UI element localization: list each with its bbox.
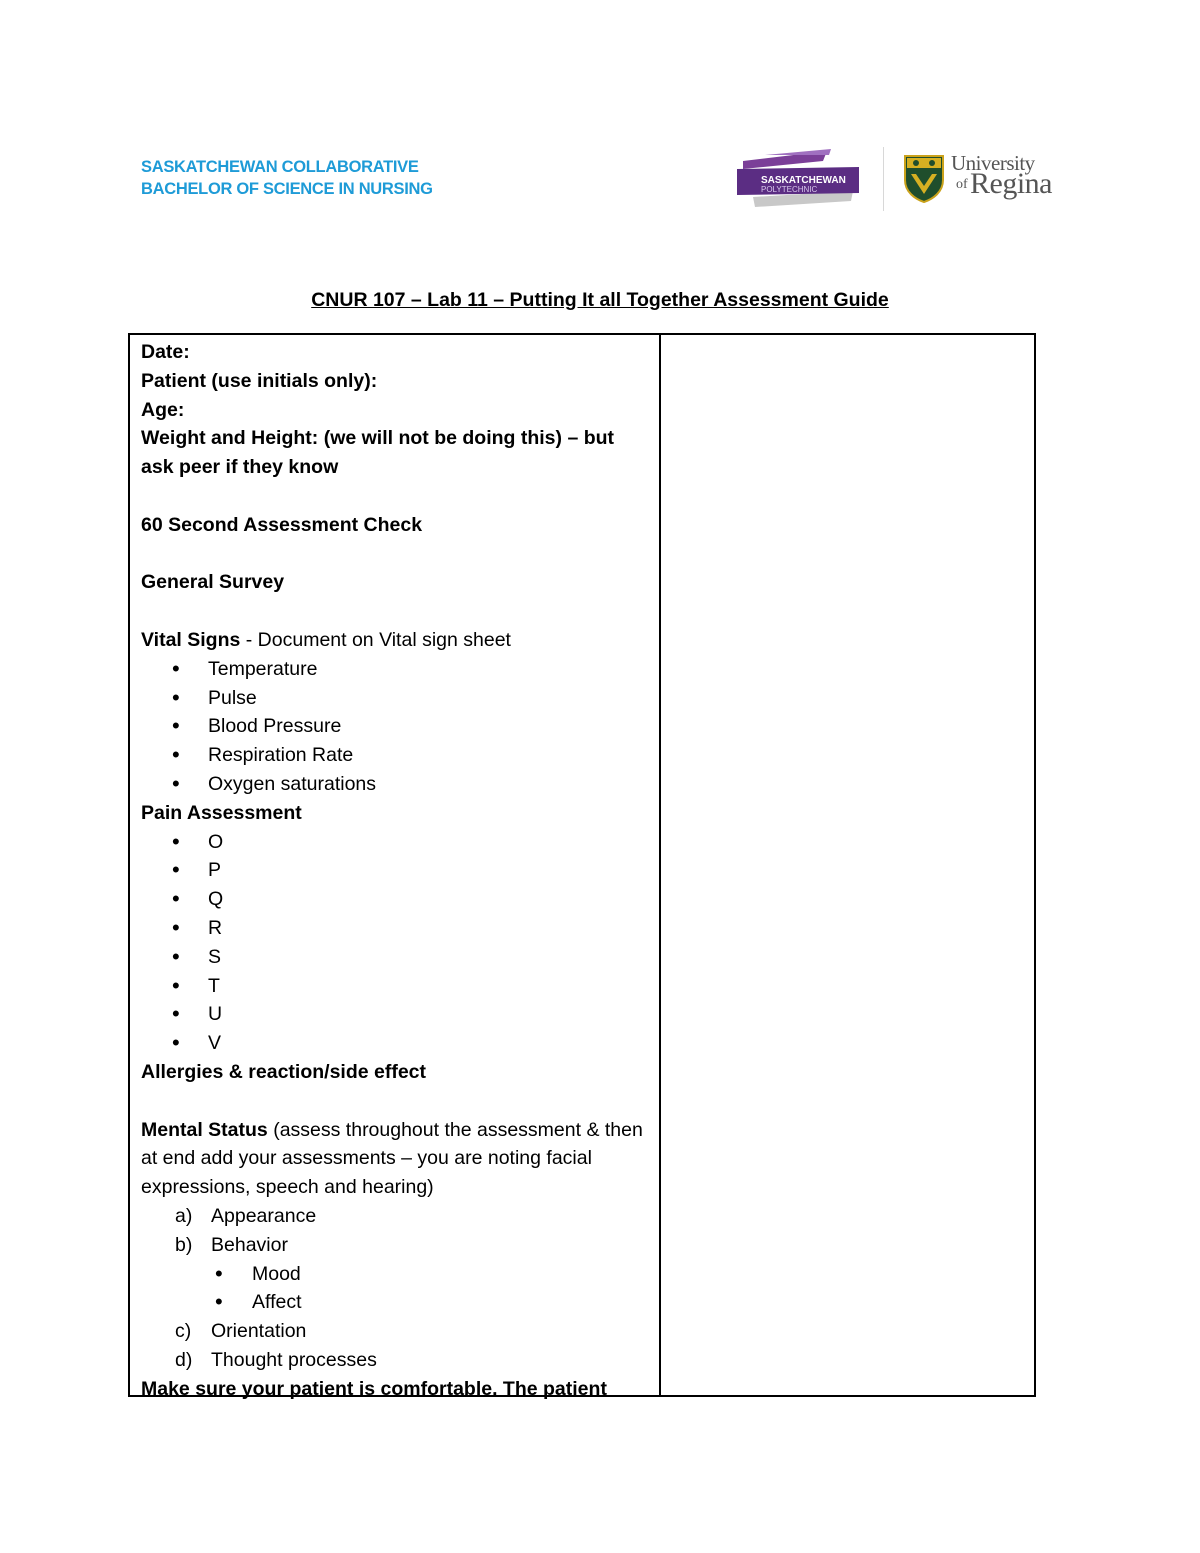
list-item (141, 1346, 651, 1375)
mental-status-list (141, 1202, 651, 1260)
mental-status-title: Mental Status (141, 1118, 268, 1141)
uregina-logo-of: of (956, 177, 968, 192)
mental-status-heading (141, 1116, 651, 1202)
list-item: • Blood Pressure (141, 712, 651, 741)
list-marker: d) (175, 1348, 193, 1371)
vital-signs-list (141, 655, 651, 799)
list-item (141, 1231, 651, 1260)
list-item: • Respiration Rate (141, 741, 651, 770)
list-item: • Pulse (141, 684, 651, 713)
list-item: • R (141, 914, 651, 943)
vital-signs-heading (141, 626, 651, 655)
program-name (141, 156, 433, 200)
list-marker: b) (175, 1233, 193, 1256)
list-item: • P (141, 856, 651, 885)
sixty-second-check: 60 Second Assessment Check (141, 513, 423, 536)
list-item: • O (141, 828, 651, 857)
general-survey: General Survey (141, 571, 285, 594)
list-item: • Q (141, 885, 651, 914)
comfort-note: Make sure your patient is comfortable. The patient (141, 1377, 607, 1400)
pain-assessment-heading: Pain Assessment (141, 801, 302, 824)
uregina-logo-line-1: University (951, 151, 1035, 175)
patient-label: Patient (use initials only): (141, 369, 378, 392)
allergies-heading: Allergies & reaction/side effect (141, 1060, 427, 1083)
list-item: • U (141, 1000, 651, 1029)
list-label: Thought processes (211, 1348, 377, 1371)
university-crest-icon (903, 154, 945, 204)
list-item (141, 1202, 651, 1231)
list-item: • Temperature (141, 655, 651, 684)
vital-signs-title: Vital Signs (141, 628, 241, 651)
list-item: • Oxygen saturations (141, 770, 651, 799)
mental-status-list-cont (141, 1317, 651, 1375)
pain-assessment-list (141, 828, 651, 1058)
behavior-sub-list (141, 1260, 651, 1318)
document-title: CNUR 107 – Lab 11 – Putting It all Together Assessment Guide (311, 289, 889, 311)
list-item: • V (141, 1029, 651, 1058)
age-label: Age: (141, 398, 185, 421)
vital-signs-note: - Document on Vital sign sheet (240, 628, 511, 651)
uregina-logo-line-2: Regina (970, 167, 1052, 200)
list-marker: c) (175, 1320, 192, 1343)
list-item: • T (141, 972, 651, 1001)
assessment-guide-cell (141, 338, 651, 1403)
list-marker: a) (175, 1204, 193, 1227)
partner-logos (735, 145, 1065, 215)
date-label: Date: (141, 341, 190, 363)
list-item: • Affect (141, 1288, 651, 1317)
list-item: • Mood (141, 1260, 651, 1289)
weight-height-label: Weight and Height: (we will not be doing this) – but ask peer if they know (141, 427, 615, 479)
list-item (141, 1317, 651, 1346)
polytech-logo-line-1: SASKATCHEWAN (761, 175, 846, 186)
list-label: Orientation (211, 1320, 307, 1343)
list-label: Behavior (211, 1233, 288, 1256)
list-label: Appearance (211, 1204, 317, 1227)
logo-divider (883, 147, 884, 211)
program-line-2: BACHELOR OF SCIENCE IN NURSING (141, 180, 433, 198)
saskatchewan-polytechnic-logo (735, 147, 860, 213)
list-item: • S (141, 943, 651, 972)
polytech-logo-line-2: POLYTECHNIC (761, 185, 818, 194)
mental-status-note: (assess throughout the assessment & then at end add your assessments – you are noting facial expressions, speech and hearing) (141, 1118, 643, 1199)
program-line-1: SASKATCHEWAN COLLABORATIVE (141, 158, 419, 176)
table-column-divider (659, 335, 661, 1395)
assessment-table (128, 333, 1036, 1400)
